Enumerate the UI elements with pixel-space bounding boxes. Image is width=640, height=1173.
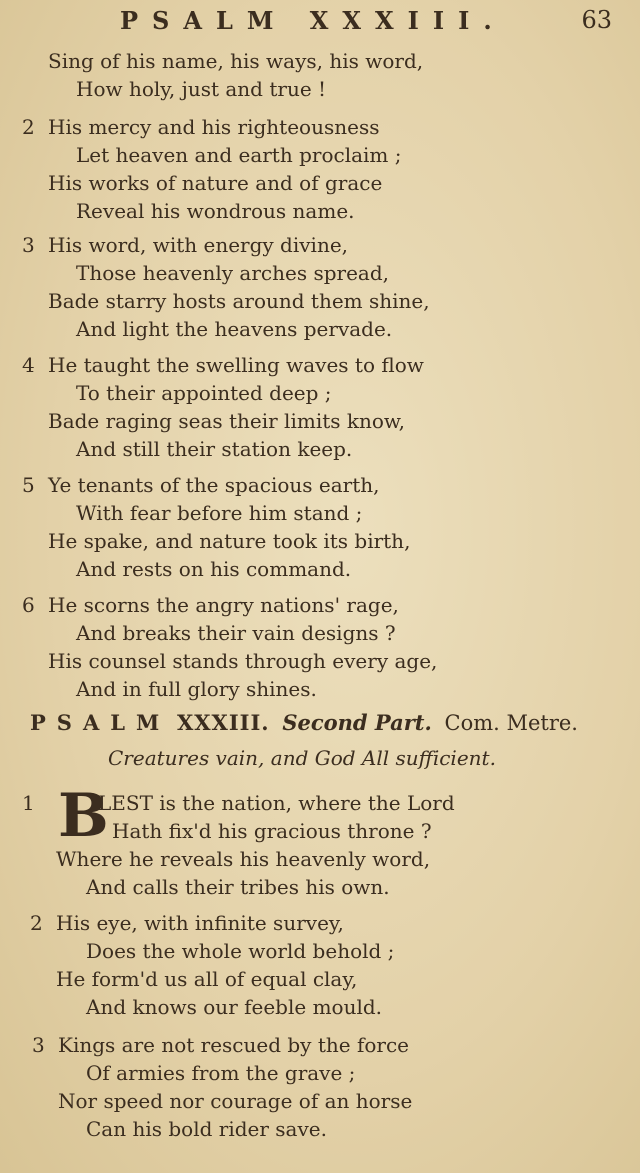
verse-line: Kings are not rescued by the force [58,1033,409,1057]
verse-line: Sing of his name, his ways, his word, [48,49,424,73]
verse-line: Bade starry hosts around them shine, [48,289,430,313]
verse-line: Bade raging seas their limits know, [48,409,406,433]
verse-line: His eye, with infinite survey, [56,911,344,935]
verse-line: Reveal his wondrous name. [76,199,355,223]
verse-line: His works of nature and of grace [48,171,383,195]
verse-number: 1 [22,791,35,815]
heading-metre: Com. Metre. [444,711,578,735]
verse-number: 2 [22,115,35,139]
verse-number: 2 [30,911,43,935]
verse-line: He taught the swelling waves to flow [48,353,424,377]
verse-line: LEST is the nation, where the Lord [98,791,455,815]
verse-number: 3 [32,1033,45,1057]
section-subtitle: Creatures vain, and God All sufficient. [108,746,496,770]
verse-line: Ye tenants of the spacious earth, [48,473,380,497]
verse-number: 3 [22,233,35,257]
verse-number: 5 [22,473,35,497]
verse-line: Can his bold rider save. [86,1117,327,1141]
verse-line: Let heaven and earth proclaim ; [76,143,402,167]
verse-line: Hath fix'd his gracious throne ? [112,819,432,843]
heading-psalm: PSALM [30,710,171,735]
verse-line: His counsel stands through every age, [48,649,438,673]
verse-line: Nor speed nor courage of an horse [58,1089,413,1113]
verse-line: Where he reveals his heavenly word, [56,847,431,871]
drop-cap: B [58,781,109,851]
verse-line: He form'd us all of equal clay, [56,967,358,991]
heading-part: Second Part. [282,710,432,735]
verse-line: He scorns the angry nations' rage, [48,593,399,617]
verse-line: And still their station keep. [76,437,353,461]
verse-line: To their appointed deep ; [76,381,332,405]
verse-line: His mercy and his righteousness [48,115,380,139]
verse-line: And in full glory shines. [76,677,317,701]
running-title: PSALM XXXIII. [120,6,506,35]
verse-line: And light the heavens pervade. [76,317,393,341]
verse-line: Of armies from the grave ; [86,1061,356,1085]
verse-line: And breaks their vain designs ? [76,621,396,645]
verse-line: Does the whole world behold ; [86,939,395,963]
verse-line: With fear before him stand ; [76,501,363,525]
page-number: 63 [581,6,612,34]
running-head [0,4,640,44]
verse-line: He spake, and nature took its birth, [48,529,411,553]
verse-line: His word, with energy divine, [48,233,349,257]
verse-line: How holy, just and true ! [76,77,327,101]
verse-number: 6 [22,593,35,617]
verse-number: 4 [22,353,35,377]
verse-line: And calls their tribes his own. [86,875,390,899]
verse-line: And rests on his command. [76,557,352,581]
section-heading [30,710,610,735]
verse-line: And knows our feeble mould. [86,995,383,1019]
verse-line: Those heavenly arches spread, [76,261,389,285]
heading-psalm-number: XXXIII. [176,710,270,735]
